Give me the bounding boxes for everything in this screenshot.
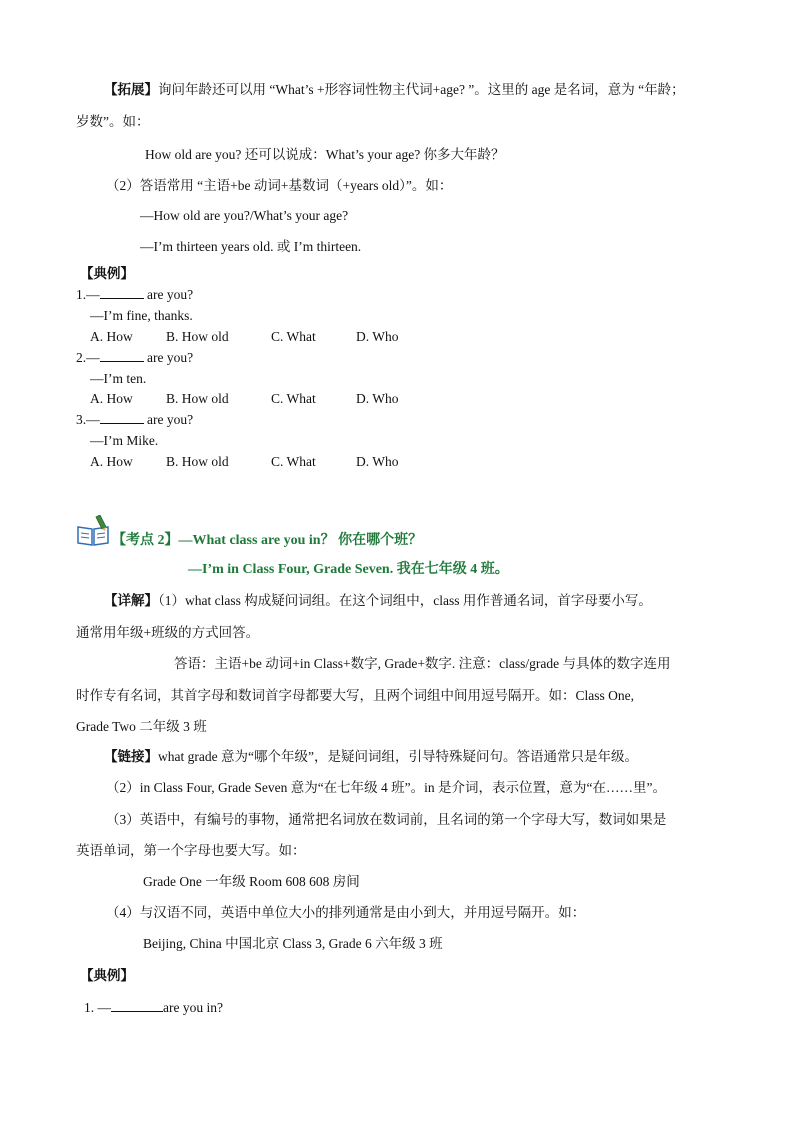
book-pencil-icon xyxy=(76,515,110,551)
example-line: How old are you? 还可以说成：What’s your age? 你多大年龄？ xyxy=(145,147,505,162)
question-1-blank xyxy=(100,285,144,299)
xiangjie-label: 【详解】 xyxy=(104,593,158,608)
point-4-line: （4）与汉语不同，英语中单位大小的排列通常是由小到大，并用逗号隔开。如： xyxy=(106,905,586,920)
tuozhan-text1: 询问年龄还可以用 “What’s +形容词性物主代词+age? ”。这里的 age 是名词，意为 “年龄； xyxy=(158,82,685,97)
xiangjie-line2: 通常用年级+班级的方式回答。 xyxy=(76,625,260,640)
question-3-option-b: B. How old xyxy=(166,454,229,469)
question-3-answer: —I’m Mike. xyxy=(90,433,159,448)
question-3-number: 3.— xyxy=(76,412,100,427)
question-2-text: are you? xyxy=(143,350,194,365)
xiangjie-line3: 答语：主语+be 动词+in Class+数字, Grade+数字. 注意：class/grade 与具体的数字连用 xyxy=(174,656,671,671)
lianjie-text: what grade 意为“哪个年级”，是疑问词组，引导特殊疑问句。答语通常只是年级。 xyxy=(158,749,638,764)
point-4-example: Beijing, China 中国北京 Class 3, Grade 6 六年级 3 班 xyxy=(143,936,443,951)
tuozhan-line1 xyxy=(104,80,685,100)
question-1-number: 1.— xyxy=(76,287,100,302)
point-3-line1: （3）英语中，有编号的事物，通常把名词放在数词前，且名词的第一个字母大写，数词如果是 xyxy=(106,812,667,827)
question-2-option-a: A. How xyxy=(90,391,133,406)
point-2-detail: （2）in Class Four, Grade Seven 意为“在七年级 4 班”。in 是介词，表示位置，意为“在……里”。 xyxy=(106,780,667,795)
point-2: （2）答语常用 “主语+be 动词+基数词（+years old）”。如： xyxy=(106,178,453,193)
dialog-line-2: —I’m thirteen years old. 或 I’m thirteen. xyxy=(140,239,362,254)
point-3-line2: 英语单词，第一个字母也要大写。如： xyxy=(76,843,306,858)
dialog-line-1: —How old are you?/What’s your age? xyxy=(140,208,349,223)
question-4-blank xyxy=(111,998,163,1012)
question-3-text: are you? xyxy=(143,412,194,427)
question-2-answer: —I’m ten. xyxy=(90,371,147,386)
tuozhan-label: 【拓展】 xyxy=(104,82,158,97)
xiangjie-line4: 时作专有名词，其首字母和数词首字母都要大写，且两个词组中间用逗号隔开。如：Class One, xyxy=(76,688,634,703)
lianjie-line xyxy=(104,747,638,767)
question-2-option-d: D. Who xyxy=(356,391,399,406)
kaodian-2-answer: —I’m in Class Four, Grade Seven. 我在七年级 4 班。 xyxy=(188,562,509,577)
question-2-option-b: B. How old xyxy=(166,391,229,406)
question-2-stem xyxy=(76,348,193,368)
xiangjie-line1 xyxy=(104,591,652,611)
question-4-number: 1. — xyxy=(84,1000,111,1015)
question-1-text: are you? xyxy=(143,287,194,302)
question-3-option-d: D. Who xyxy=(356,454,399,469)
question-4-text: are you in? xyxy=(163,1000,223,1015)
question-1-stem xyxy=(76,285,193,305)
lianjie-label: 【链接】 xyxy=(104,749,158,764)
dianli-heading-2: 【典例】 xyxy=(80,968,134,983)
question-1-answer: —I’m fine, thanks. xyxy=(90,308,193,323)
question-1-option-b: B. How old xyxy=(166,329,229,344)
question-2-number: 2.— xyxy=(76,350,100,365)
tuozhan-line2: 岁数”。如： xyxy=(76,114,150,129)
question-3-blank xyxy=(100,410,144,424)
xiangjie-line5: Grade Two 二年级 3 班 xyxy=(76,719,207,734)
question-4-stem xyxy=(84,998,223,1018)
question-3-stem xyxy=(76,410,193,430)
kaodian-2-title: 【考点 2】—What class are you in？ 你在哪个班？ xyxy=(112,533,423,548)
question-2-option-c: C. What xyxy=(271,391,316,406)
dianli-heading-1: 【典例】 xyxy=(80,266,134,281)
question-1-option-a: A. How xyxy=(90,329,133,344)
question-3-option-c: C. What xyxy=(271,454,316,469)
question-3-option-a: A. How xyxy=(90,454,133,469)
question-1-option-d: D. Who xyxy=(356,329,399,344)
point-3-example: Grade One 一年级 Room 608 608 房间 xyxy=(143,874,360,889)
question-2-blank xyxy=(100,348,144,362)
question-1-option-c: C. What xyxy=(271,329,316,344)
xiangjie-text1: （1）what class 构成疑问词组。在这个词组中，class 用作普通名词，首字母要小写。 xyxy=(158,593,652,608)
